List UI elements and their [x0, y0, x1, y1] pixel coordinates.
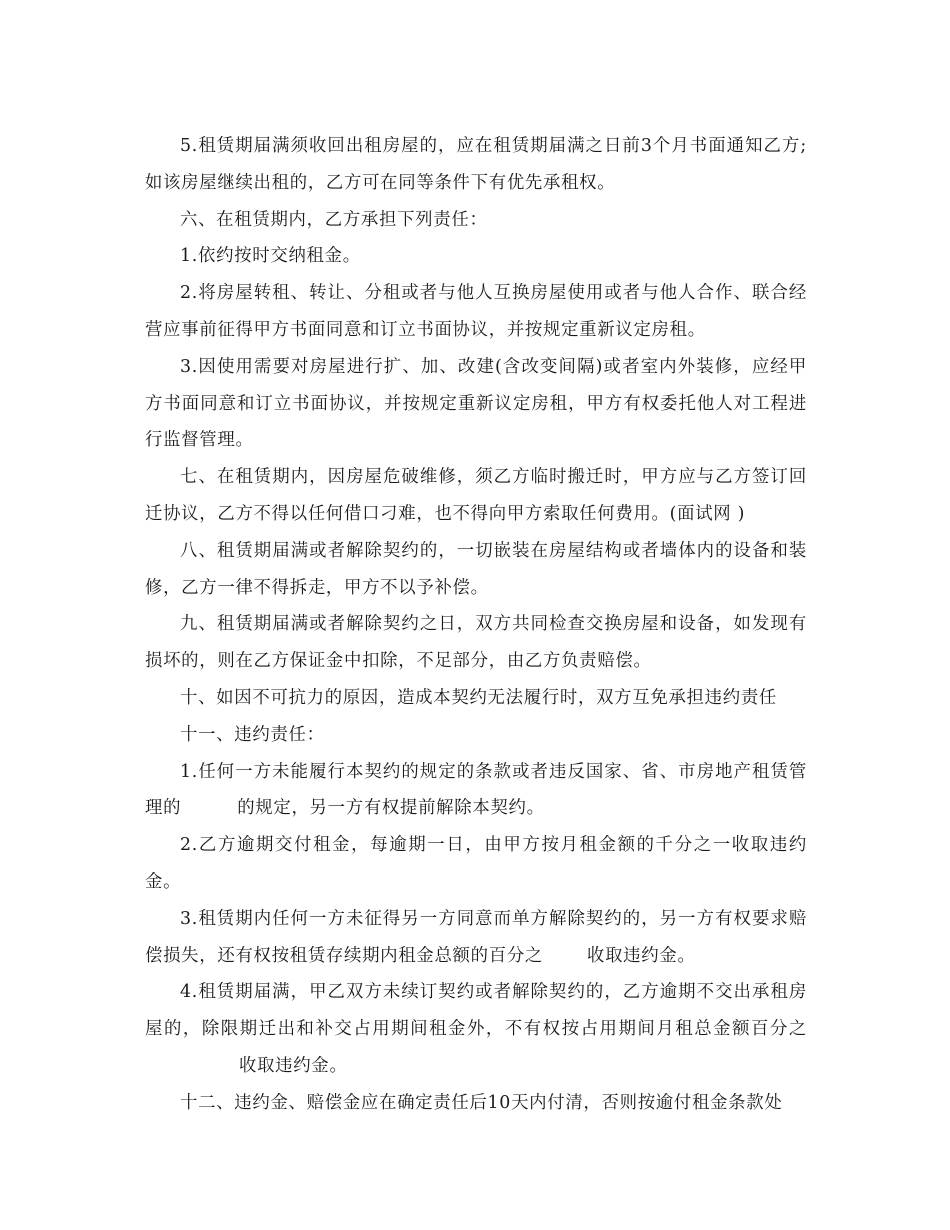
paragraph-text: 4.租赁期届满，甲乙双方未续订契约或者解除契约的，乙方逾期不交出承租房屋的，除限期迁出和补交占用期间租金外，不有权按占用期间月租总金额百分之	[145, 982, 807, 1040]
paragraph-text: 收取违约金。	[239, 1055, 348, 1076]
document-body	[145, 128, 807, 1122]
paragraph-text: 的规定，另一方有权提前解除本契约。	[237, 798, 545, 819]
paragraph-text: 1.任何一方未能履行本契约的规定的条款或者违反国家、省、市房地产租赁管理的	[145, 761, 807, 819]
paragraph-text: 3.租赁期内任何一方未征得另一方同意而单方解除契约的，另一方有权要求赔偿损失，还有权按租赁存续期内租金总额的百分之	[145, 908, 807, 966]
paragraph-text: 收取违约金。	[587, 945, 696, 966]
paragraph-renovation-consent: 3.因使用需要对房屋进行扩、加、改建(含改变间隔)或者室内外装修，应经甲方书面同意和订立书面协议，并按规定重新议定房租，甲方有权委托他人对工程进行监督管理。	[145, 356, 807, 451]
paragraph-lease-expiry-notice: 5.租赁期届满须收回出租房屋的，应在租赁期届满之日前3个月书面通知乙方;如该房屋继续出租的，乙方可在同等条件下有优先承租权。	[145, 136, 807, 193]
heading-clause-six: 六、在租赁期内，乙方承担下列责任：	[180, 209, 488, 230]
paragraph-clause-nine: 九、租赁期届满或者解除契约之日，双方共同检查交换房屋和设备，如发现有损坏的，则在乙方保证金中扣除，不足部分，由乙方负责赔偿。	[145, 614, 807, 672]
paragraph-breach-regulations	[145, 754, 807, 828]
paragraph-late-rent-penalty: 2.乙方逾期交付租金，每逾期一日，由甲方按月租金额的千分之一收取违约金。	[145, 835, 807, 892]
paragraph-clause-eight: 八、租赁期届满或者解除契约的，一切嵌装在房屋结构或者墙体内的设备和装修，乙方一律不得拆走，甲方不以予补偿。	[145, 540, 807, 598]
paragraph-unilateral-termination	[145, 901, 807, 975]
paragraph-clause-seven: 七、在租赁期内，因房屋危破维修，须乙方临时搬迁时，甲方应与乙方签订回迁协议，乙方不得以任何借口刁难，也不得向甲方索取任何费用。(面试网 )	[145, 467, 807, 524]
paragraph-overdue-vacate	[145, 974, 807, 1084]
paragraph-clause-twelve: 十二、违约金、赔偿金应在确定责任后10天内付清，否则按逾付租金条款处	[180, 1092, 783, 1113]
paragraph-clause-ten: 十、如因不可抗力的原因，造成本契约无法履行时，双方互免承担违约责任	[180, 687, 777, 708]
paragraph-pay-rent: 1.依约按时交纳租金。	[180, 246, 361, 267]
heading-clause-eleven: 十一、违约责任：	[180, 724, 325, 745]
paragraph-sublease-consent: 2.将房屋转租、转让、分租或者与他人互换房屋使用或者与他人合作、联合经营应事前征得甲方书面同意和订立书面协议，并按规定重新议定房租。	[145, 283, 807, 340]
